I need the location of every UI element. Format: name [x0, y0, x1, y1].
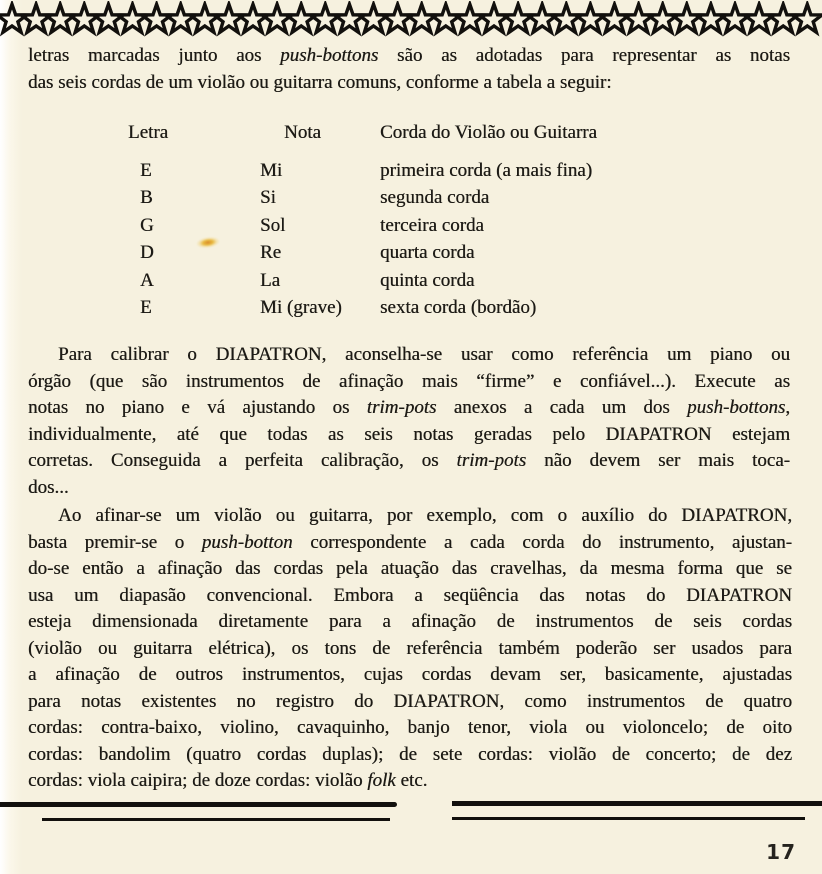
cell-corda: primeira corda (a mais fina) — [380, 160, 593, 181]
text-line: letras marcadas junto aos push-bottons são as adotadas para representar as notas — [28, 45, 790, 66]
cell-letra: E — [140, 296, 152, 318]
text-line: (violão ou guitarra elétrica), os tons de referência também poderão ser usados para — [28, 637, 792, 659]
cell-nota: Sol — [260, 214, 286, 236]
text-line: para notas existentes no registro do DIAPATRON, como instrumentos de quatro — [28, 690, 792, 712]
col-header-corda: Corda do Violão ou Guitarra — [380, 122, 597, 143]
footer-rule-right-thin — [452, 817, 805, 820]
cell-nota: Mi (grave) — [260, 296, 342, 318]
footer-rule-right-thick — [452, 801, 822, 806]
cell-corda: quinta corda — [380, 269, 475, 291]
cell-corda: quarta corda — [380, 242, 475, 264]
page-number: 17 — [766, 840, 796, 864]
scan-edge-fade — [0, 0, 22, 874]
text-line: dos... — [28, 476, 69, 498]
cell-letra: D — [140, 242, 154, 264]
cell-corda: sexta corda (bordão) — [380, 296, 537, 318]
cell-nota: La — [260, 269, 281, 291]
table-row — [128, 294, 708, 321]
cell-letra: B — [140, 187, 153, 209]
text-line: do-se então a afinação das cordas pela atuação das cravelhas, da mesma forma que se — [28, 558, 792, 579]
text-line: cordas: viola caipira; de doze cordas: violão folk etc. — [28, 770, 428, 791]
text-line: usa um diapasão convencional. Embora a seqüência das notas do DIAPATRON — [28, 584, 792, 606]
table-row — [128, 212, 708, 239]
cell-corda: segunda corda — [380, 187, 490, 209]
cell-letra: A — [140, 269, 154, 291]
text-line: notas no piano e vá ajustando os trim-pots anexos a cada um dos push-bottons, — [28, 397, 790, 418]
tuning-usage-paragraph — [28, 503, 792, 795]
text-line: cordas: bandolim (quatro cordas duplas); de sete cordas: violão de concerto; de dez — [28, 743, 792, 765]
table-header-row — [128, 121, 708, 157]
text-line: cordas: contra-baixo, violino, cavaquinho, banjo tenor, viola ou violoncelo; de oito — [28, 717, 792, 738]
cell-letra: E — [140, 160, 152, 181]
text-line: órgão (que são instrumentos de afinação mais “firme” e confiável...). Execute as — [28, 370, 790, 392]
cell-corda: terceira corda — [380, 214, 484, 236]
cell-nota: Re — [260, 242, 282, 264]
text-line: corretas. Conseguida a perfeita calibração, os trim-pots não devem ser mais toca- — [28, 450, 790, 471]
footer-rule-left-thin — [42, 818, 390, 821]
text-line: das seis cordas de um violão ou guitarra comuns, conforme a tabela a seguir: — [28, 71, 612, 93]
table-row — [128, 157, 708, 184]
table-row — [128, 267, 708, 294]
star-border-icon — [0, 1, 822, 38]
intro-paragraph — [28, 43, 790, 96]
text-line: basta premir-se o push-botton correspondente a cada corda do instrumento, ajustan- — [28, 531, 792, 553]
cell-nota: Si — [260, 187, 276, 209]
text-line: Para calibrar o DIAPATRON, aconselha-se usar como referência um piano ou — [58, 344, 790, 365]
footer-rule-left-thick — [0, 802, 397, 807]
calibration-paragraph — [28, 342, 790, 501]
cell-nota: Mi — [260, 160, 283, 181]
col-header-nota: Nota — [284, 122, 321, 143]
cell-letra: G — [140, 214, 154, 236]
tuning-table — [128, 121, 708, 321]
text-line: individualmente, até que todas as seis notas geradas pelo DIAPATRON estejam — [28, 423, 790, 445]
text-line: a afinação de outros instrumentos, cujas cordas devam ser, basicamente, ajustadas — [28, 664, 792, 685]
text-line: esteja dimensionada diretamente para a afinação de instrumentos de seis cordas — [28, 611, 792, 632]
col-header-letra: Letra — [128, 122, 169, 143]
text-line: Ao afinar-se um violão ou guitarra, por exemplo, com o auxílio do DIAPATRON, — [58, 505, 792, 526]
table-row — [128, 184, 708, 211]
